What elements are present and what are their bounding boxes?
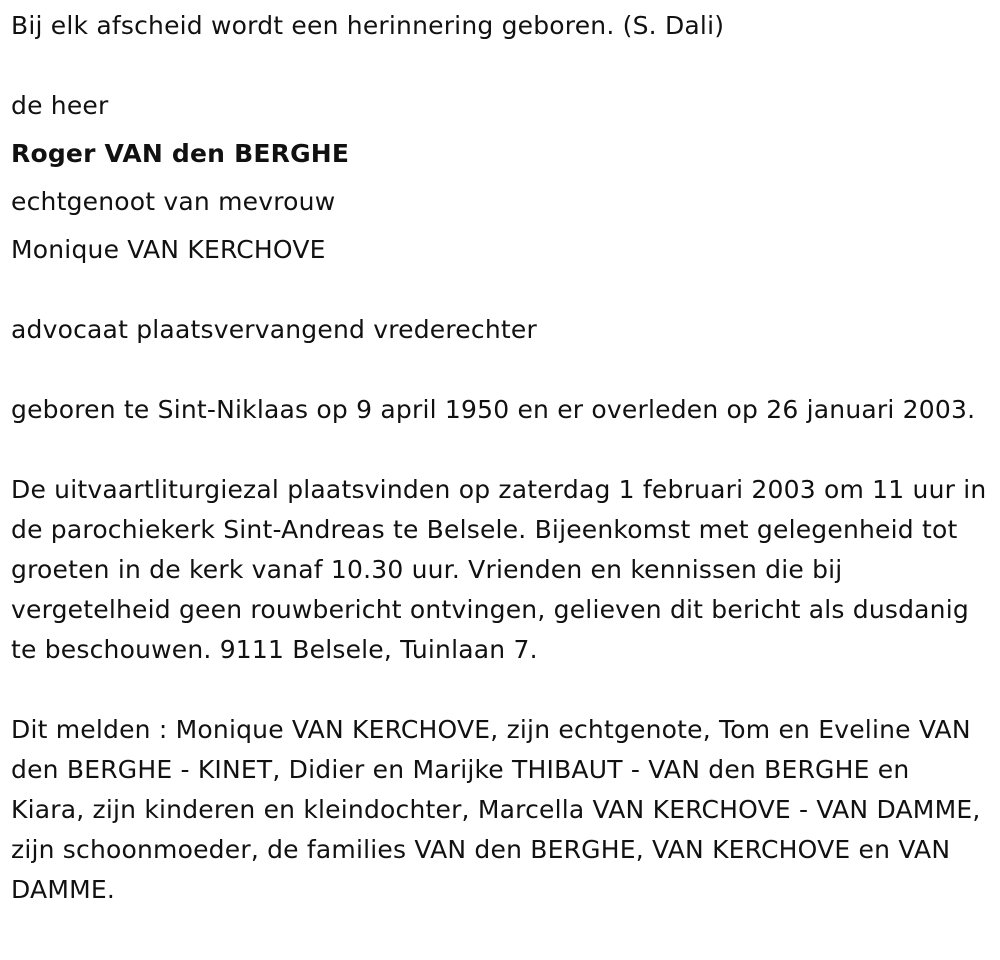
spacer xyxy=(11,670,1000,710)
quote-text: Bij elk afscheid wordt een herinnering geboren. (S. Dali) xyxy=(11,11,725,40)
spacer xyxy=(11,46,1000,86)
deceased-name: Roger VAN den BERGHE xyxy=(11,139,350,168)
funeral-info-text: De uitvaartliturgiezal plaatsvinden op zaterdag 1 februari 2003 om 11 uur in de parochiekerk Sint-Andreas te Belsele. Bijeenkomst met gelegenheid tot groeten in de kerk vanaf 10.30 uur. Vrienden en kennissen die bij vergetelheid geen rouwbericht ontvingen, gelieven dit bericht als dusdanig te beschouwen. 9111 Belsele, Tuinlaan 7. xyxy=(11,475,987,664)
spouse-intro-text: echtgenoot van mevrouw xyxy=(11,187,336,216)
spacer xyxy=(11,350,1000,390)
birth-death-text: geboren te Sint-Niklaas op 9 april 1950 en er overleden op 26 januari 2003. xyxy=(11,395,976,424)
announcers-text: Dit melden : Monique VAN KERCHOVE, zijn echtgenote, Tom en Eveline VAN den BERGHE - KINET, Didier en Marijke THIBAUT - VAN den BERGHE en Kiara, zijn kinderen en kleindochter, Marcella VAN KERCHOVE - VAN DAMME, zijn schoonmoeder, de families VAN den BERGHE, VAN KERCHOVE en VAN DAMME. xyxy=(11,715,981,904)
spouse-name: Monique VAN KERCHOVE xyxy=(11,235,326,264)
spacer xyxy=(11,430,1000,470)
salutation-text: de heer xyxy=(11,91,109,120)
spacer xyxy=(11,126,1000,134)
profession-text: advocaat plaatsvervangend vrederechter xyxy=(11,315,537,344)
spacer xyxy=(11,222,1000,230)
spacer xyxy=(11,270,1000,310)
spacer xyxy=(11,174,1000,182)
